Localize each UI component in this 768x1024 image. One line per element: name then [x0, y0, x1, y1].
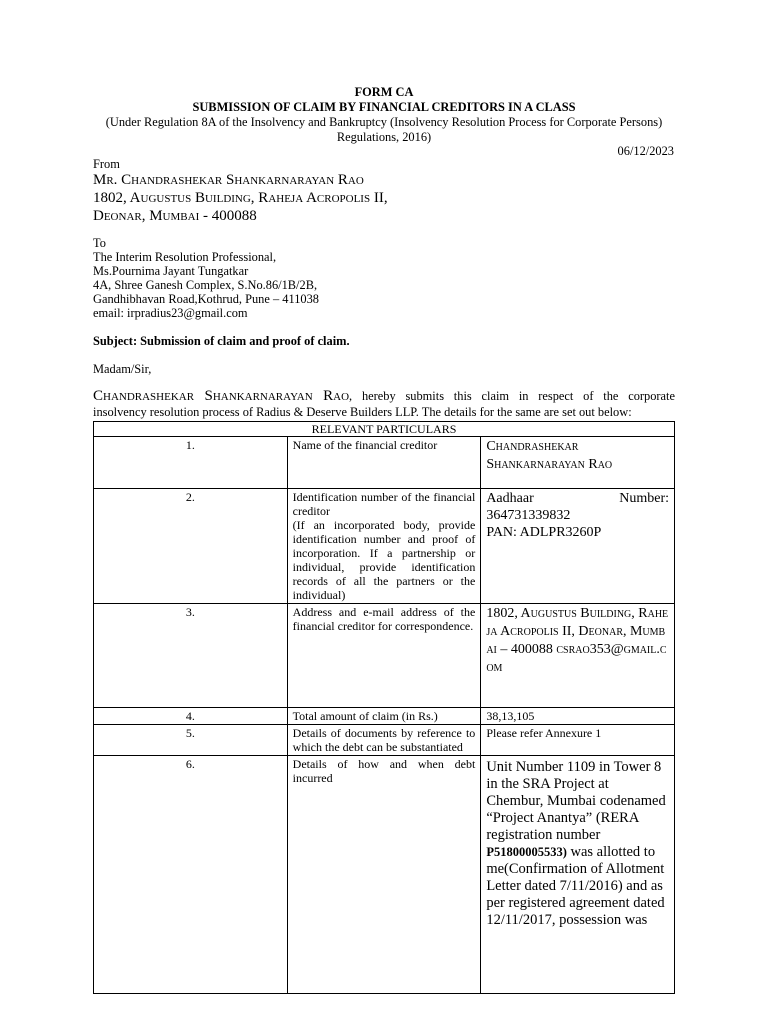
table-row: [94, 437, 675, 489]
row-number: 6.: [94, 756, 288, 994]
aadhaar-label: Aadhaar Number:: [486, 491, 669, 506]
rera-number: P51800005533): [486, 845, 567, 859]
aadhaar-number: 364731339832: [486, 508, 571, 523]
row-description: Details of documents by reference to which the debt can be substantiated: [287, 725, 481, 756]
table-row: [94, 708, 675, 725]
table-row: [94, 489, 675, 604]
from-address-line-2: Deonar, Mumbai - 400088: [93, 208, 257, 224]
row-value: [481, 489, 675, 604]
to-line: The Interim Resolution Professional,: [93, 250, 277, 264]
regulation-line-1: (Under Regulation 8A of the Insolvency and Bankruptcy (Insolvency Resolution Process for Corporate Persons): [105, 115, 663, 129]
table-heading-row: [94, 422, 675, 437]
row-value: 38,13,105: [481, 708, 675, 725]
pan-number: PAN: ADLPR3260P: [486, 525, 602, 540]
debt-details-part-1: Unit Number 1109 in Tower 8 in the SRA Project at Chembur, Mumbai codenamed “Project Anantya” (RERA registration number: [486, 759, 666, 843]
intro-text: , hereby submits this claim in respect of the corporate: [349, 389, 675, 403]
row-number: 4.: [94, 708, 288, 725]
form-title: FORM CA: [354, 85, 414, 99]
from-name: Mr. Chandrashekar Shankarnarayan Rao: [93, 172, 364, 188]
row-description: Name of the financial creditor: [287, 437, 481, 489]
row-description-note: (If an incorporated body, provide identification number and proof of incorporation. If a partnership or individual, provide identification records of all the partners or the individual): [292, 518, 476, 602]
row-number: 2.: [94, 489, 288, 604]
row-description: Details of how and when debt incurred: [287, 756, 481, 994]
row-number: 3.: [94, 604, 288, 708]
intro-line-2: insolvency resolution process of Radius & Deserve Builders LLP. The details for the same are set out below:: [93, 405, 632, 419]
row-value: Please refer Annexure 1: [481, 725, 675, 756]
to-email: email: irpradius23@gmail.com: [93, 306, 248, 320]
intro-name: Chandrashekar Shankarnarayan Rao: [93, 388, 350, 404]
salutation: Madam/Sir,: [93, 362, 152, 376]
row-number: 5.: [94, 725, 288, 756]
document-date: 06/12/2023: [617, 144, 674, 158]
row-value: [481, 756, 675, 994]
subject-label: Subject: [93, 334, 133, 348]
row-description-main: Identification number of the financial creditor: [292, 490, 476, 518]
to-line: Gandhibhavan Road,Kothrud, Pune – 411038: [93, 292, 319, 306]
form-subtitle: SUBMISSION OF CLAIM BY FINANCIAL CREDITORS IN A CLASS: [192, 100, 576, 114]
debt-details-part-2: was allotted to me(Confirmation of Allotment Letter dated 7/11/2016) and as per registered agreement dated 12/11/2017, possession was: [486, 844, 665, 928]
intro-line-1: [93, 389, 675, 404]
row-description: Address and e-mail address of the financial creditor for correspondence.: [287, 604, 481, 708]
subject-text: : Submission of claim and proof of claim.: [132, 334, 350, 348]
particulars-table: [93, 421, 675, 994]
to-label: To: [93, 236, 106, 250]
table-row: [94, 604, 675, 708]
from-address-line-1: 1802, Augustus Building, Raheja Acropolis II,: [93, 190, 388, 206]
row-number: 1.: [94, 437, 288, 489]
to-line: Ms.Pournima Jayant Tungatkar: [93, 264, 249, 278]
row-description: Total amount of claim (in Rs.): [287, 708, 481, 725]
row-description: [287, 489, 481, 604]
table-row: [94, 725, 675, 756]
subject-line: [93, 334, 350, 349]
to-line: 4A, Shree Ganesh Complex, S.No.86/1B/2B,: [93, 278, 318, 292]
table-row: [94, 756, 675, 994]
table-heading: RELEVANT PARTICULARS: [94, 422, 675, 437]
row-value: Chandrashekar Shankarnarayan Rao: [481, 437, 675, 489]
regulation-line-2: Regulations, 2016): [336, 130, 432, 144]
row-value: 1802, Augustus Building, Raheja Acropolis II, Deonar, Mumbai – 400088 csrao353@gmail.com: [481, 604, 675, 708]
from-label: From: [93, 157, 120, 171]
